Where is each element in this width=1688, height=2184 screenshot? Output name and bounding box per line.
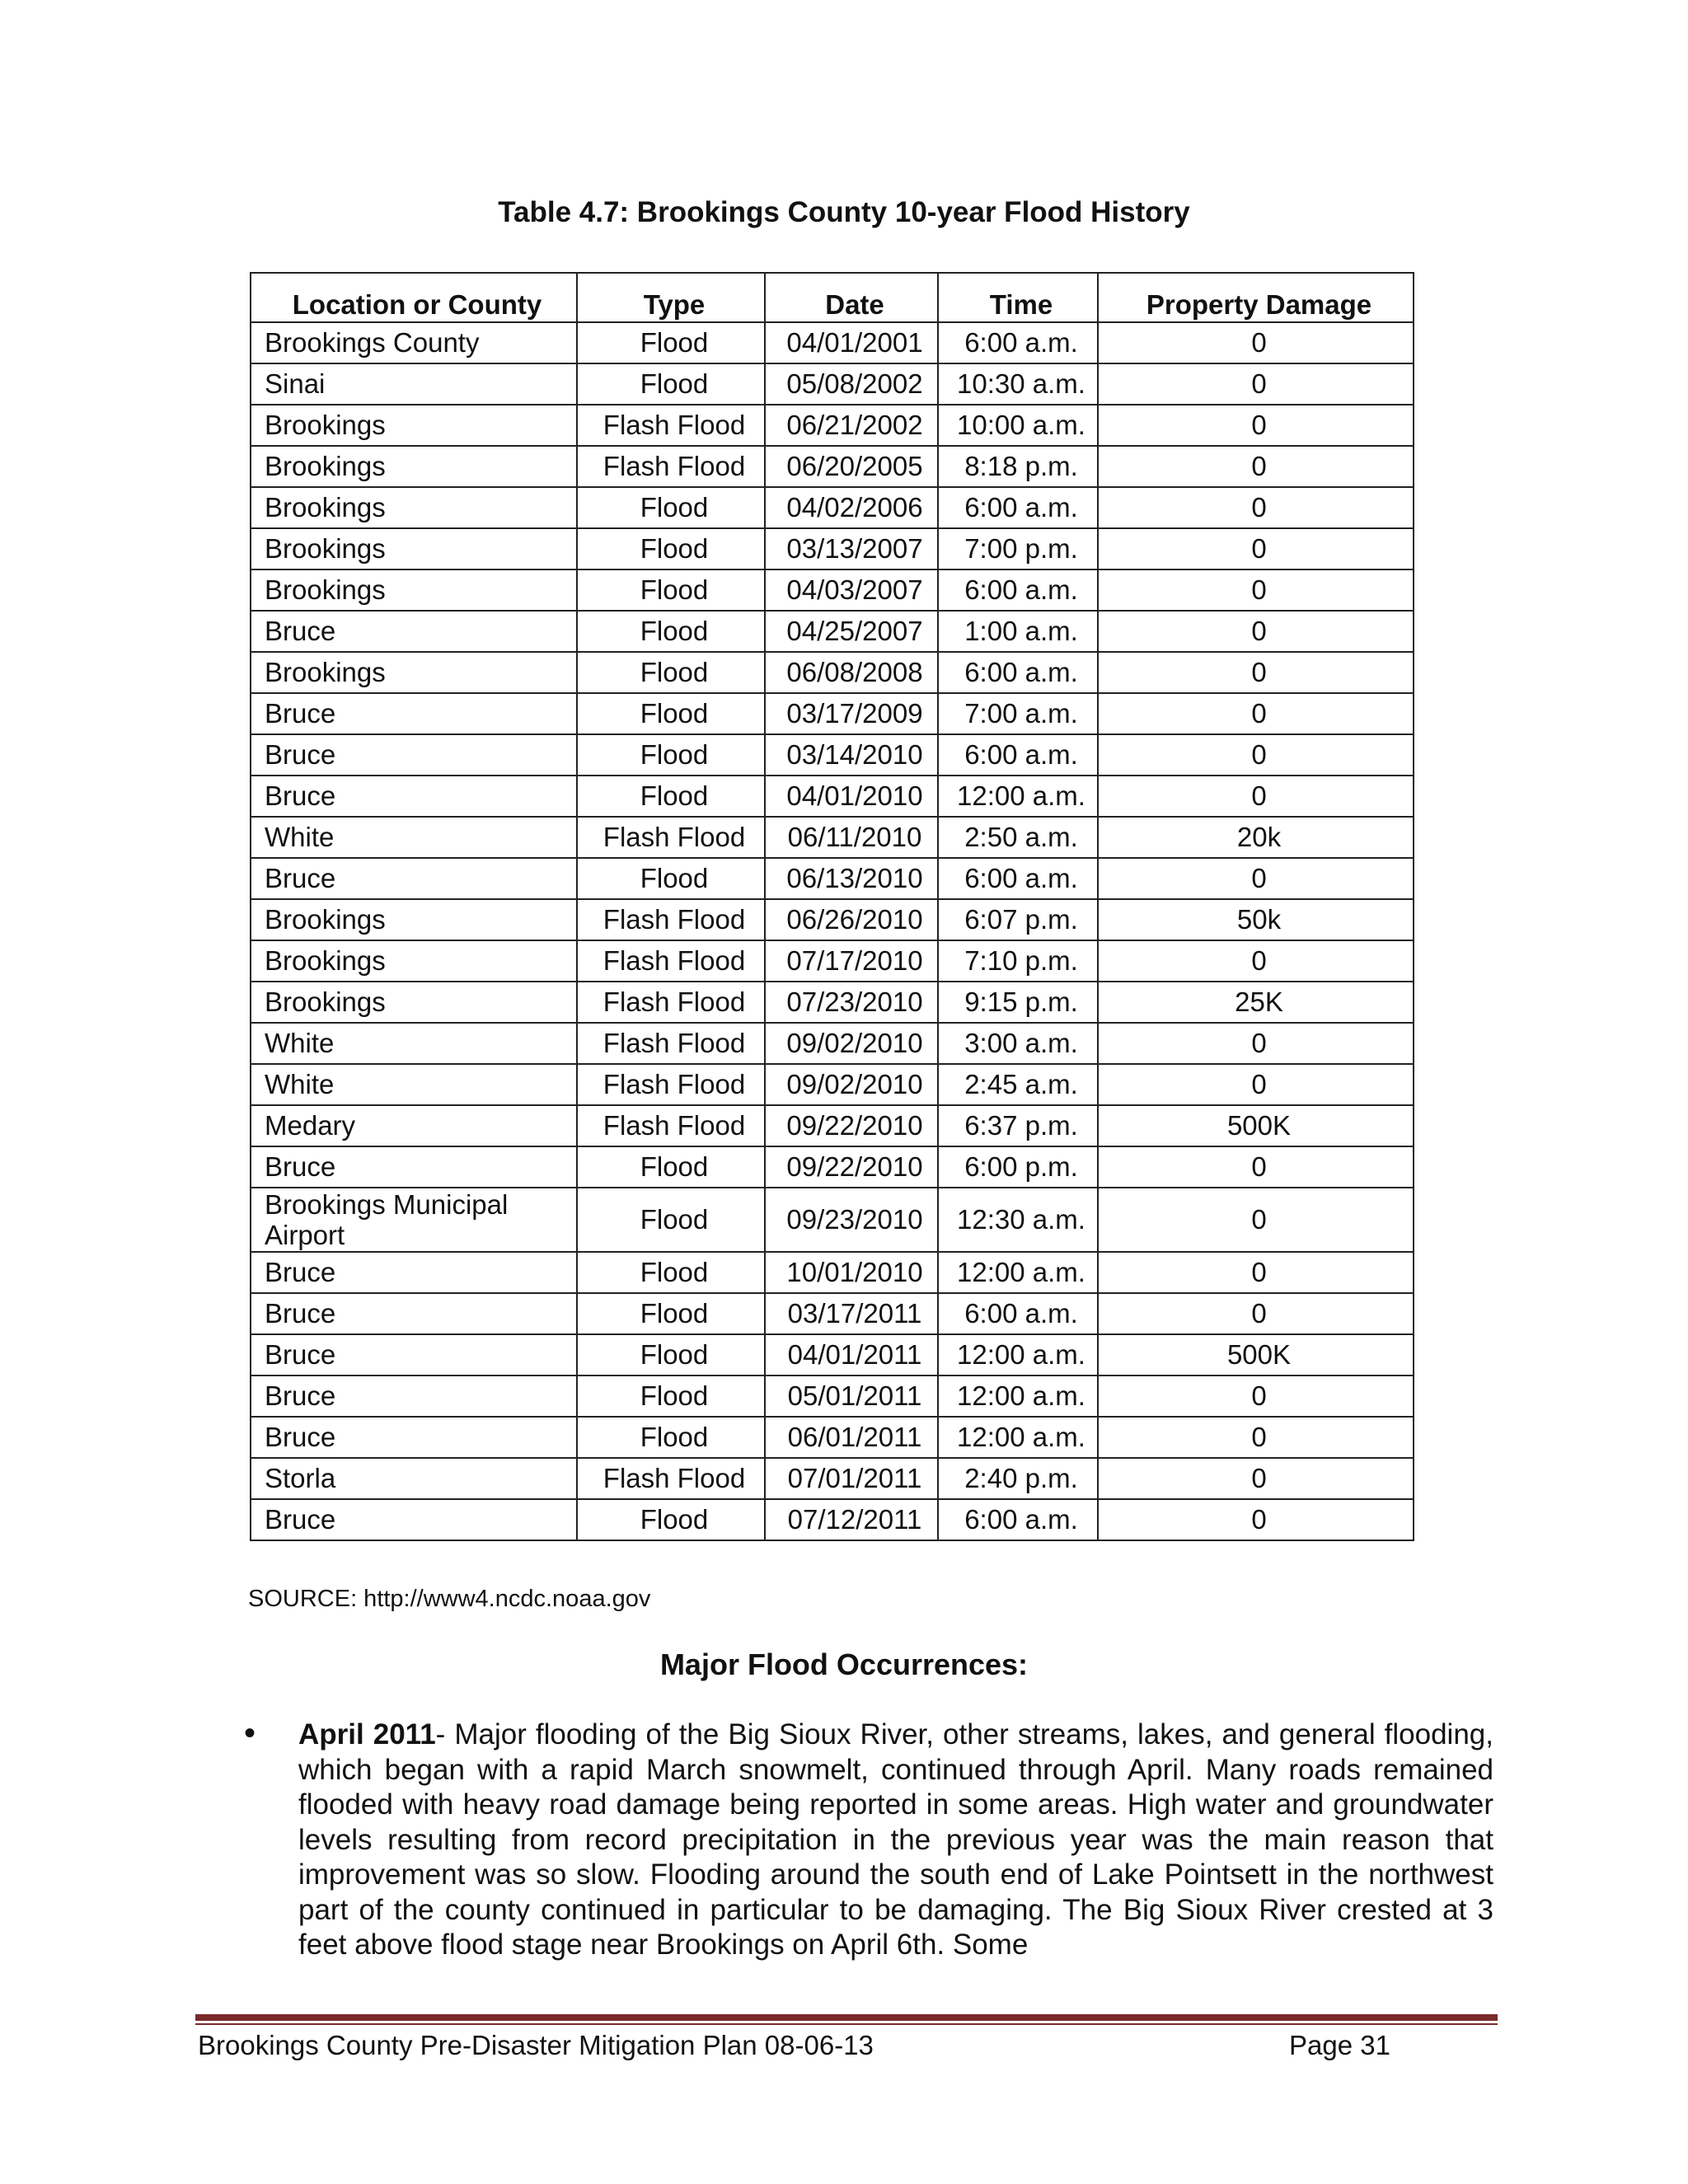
section-heading: Major Flood Occurrences:	[659, 1647, 1029, 1681]
cell-location: Bruce	[251, 1499, 577, 1540]
table-row	[251, 940, 1414, 982]
table-row	[251, 982, 1414, 1023]
cell-damage: 0	[1098, 611, 1414, 652]
table-row	[251, 611, 1414, 652]
cell-location: Bruce	[251, 1146, 577, 1188]
cell-date: 06/13/2010	[765, 858, 938, 899]
cell-location: Bruce	[251, 1252, 577, 1293]
cell-date: 09/22/2010	[765, 1105, 938, 1146]
cell-location: Bruce	[251, 1417, 577, 1458]
cell-time: 6:00 a.m.	[938, 569, 1098, 611]
cell-type: Flood	[577, 1417, 765, 1458]
cell-location: Brookings	[251, 652, 577, 693]
cell-location: Bruce	[251, 858, 577, 899]
cell-type: Flood	[577, 858, 765, 899]
cell-location: Bruce	[251, 1293, 577, 1334]
cell-date: 06/01/2011	[765, 1417, 938, 1458]
cell-damage: 20k	[1098, 817, 1414, 858]
cell-time: 2:50 a.m.	[938, 817, 1098, 858]
cell-type: Flood	[577, 1334, 765, 1376]
table-row	[251, 446, 1414, 487]
cell-damage: 0	[1098, 1417, 1414, 1458]
cell-damage: 0	[1098, 858, 1414, 899]
flood-history-table	[250, 272, 1414, 1541]
cell-type: Flash Flood	[577, 940, 765, 982]
cell-location: Bruce	[251, 776, 577, 817]
cell-date: 09/22/2010	[765, 1146, 938, 1188]
cell-type: Flash Flood	[577, 982, 765, 1023]
table-row	[251, 528, 1414, 569]
cell-damage: 0	[1098, 1458, 1414, 1499]
cell-date: 03/17/2011	[765, 1293, 938, 1334]
cell-type: Flash Flood	[577, 1105, 765, 1146]
cell-type: Flood	[577, 693, 765, 734]
cell-time: 7:00 a.m.	[938, 693, 1098, 734]
table-row	[251, 1146, 1414, 1188]
cell-damage: 0	[1098, 1376, 1414, 1417]
cell-type: Flash Flood	[577, 899, 765, 940]
cell-time: 9:15 p.m.	[938, 982, 1098, 1023]
footer-page-number: Page 31	[1289, 2030, 1390, 2060]
table-row	[251, 1293, 1414, 1334]
cell-time: 6:00 a.m.	[938, 1293, 1098, 1334]
table-row	[251, 1417, 1414, 1458]
cell-time: 12:00 a.m.	[938, 1417, 1098, 1458]
cell-date: 04/02/2006	[765, 487, 938, 528]
cell-location: White	[251, 1023, 577, 1064]
cell-damage: 500K	[1098, 1334, 1414, 1376]
cell-type: Flash Flood	[577, 405, 765, 446]
table-row	[251, 776, 1414, 817]
cell-time: 3:00 a.m.	[938, 1023, 1098, 1064]
cell-time: 2:45 a.m.	[938, 1064, 1098, 1105]
cell-type: Flood	[577, 569, 765, 611]
cell-type: Flash Flood	[577, 1023, 765, 1064]
cell-date: 05/01/2011	[765, 1376, 938, 1417]
cell-location: Brookings	[251, 982, 577, 1023]
cell-location: Brookings	[251, 405, 577, 446]
cell-type: Flood	[577, 1499, 765, 1540]
cell-location: Brookings County	[251, 322, 577, 363]
header-date: Date	[765, 273, 938, 322]
cell-type: Flood	[577, 528, 765, 569]
cell-damage: 0	[1098, 734, 1414, 776]
cell-damage: 0	[1098, 487, 1414, 528]
cell-type: Flash Flood	[577, 446, 765, 487]
cell-date: 07/01/2011	[765, 1458, 938, 1499]
cell-date: 04/01/2011	[765, 1334, 938, 1376]
cell-damage: 0	[1098, 693, 1414, 734]
cell-date: 04/03/2007	[765, 569, 938, 611]
cell-type: Flood	[577, 1376, 765, 1417]
cell-location: Brookings	[251, 487, 577, 528]
table-row	[251, 734, 1414, 776]
cell-date: 09/02/2010	[765, 1023, 938, 1064]
cell-type: Flood	[577, 1146, 765, 1188]
cell-time: 6:07 p.m.	[938, 899, 1098, 940]
cell-time: 2:40 p.m.	[938, 1458, 1098, 1499]
cell-date: 06/21/2002	[765, 405, 938, 446]
cell-location: Bruce	[251, 693, 577, 734]
cell-time: 12:00 a.m.	[938, 1376, 1098, 1417]
footer-rule-thin	[195, 2023, 1498, 2025]
cell-date: 03/17/2009	[765, 693, 938, 734]
cell-time: 6:00 a.m.	[938, 734, 1098, 776]
footer-document-title: Brookings County Pre-Disaster Mitigation Plan 08-06-13	[198, 2030, 874, 2060]
cell-location: Bruce	[251, 611, 577, 652]
cell-type: Flood	[577, 1252, 765, 1293]
cell-damage: 500K	[1098, 1105, 1414, 1146]
cell-type: Flood	[577, 611, 765, 652]
header-type: Type	[577, 273, 765, 322]
cell-location: Sinai	[251, 363, 577, 405]
cell-damage: 0	[1098, 1146, 1414, 1188]
cell-damage: 0	[1098, 405, 1414, 446]
cell-type: Flood	[577, 1188, 765, 1252]
cell-location: Brookings	[251, 528, 577, 569]
cell-type: Flood	[577, 1293, 765, 1334]
table-row	[251, 1458, 1414, 1499]
cell-time: 6:00 p.m.	[938, 1146, 1098, 1188]
cell-type: Flood	[577, 487, 765, 528]
cell-date: 04/25/2007	[765, 611, 938, 652]
cell-damage: 0	[1098, 1064, 1414, 1105]
table-row	[251, 322, 1414, 363]
cell-damage: 0	[1098, 1023, 1414, 1064]
cell-damage: 0	[1098, 1293, 1414, 1334]
cell-date: 06/11/2010	[765, 817, 938, 858]
table-title: Table 4.7: Brookings County 10-year Flood History	[498, 196, 1190, 228]
cell-time: 12:00 a.m.	[938, 1334, 1098, 1376]
table-row	[251, 363, 1414, 405]
cell-time: 12:30 a.m.	[938, 1188, 1098, 1252]
cell-location: Bruce	[251, 1376, 577, 1417]
cell-date: 10/01/2010	[765, 1252, 938, 1293]
cell-time: 12:00 a.m.	[938, 1252, 1098, 1293]
cell-time: 6:00 a.m.	[938, 487, 1098, 528]
cell-damage: 0	[1098, 528, 1414, 569]
cell-time: 10:30 a.m.	[938, 363, 1098, 405]
table-row	[251, 1023, 1414, 1064]
cell-location: Brookings	[251, 899, 577, 940]
table-row	[251, 1376, 1414, 1417]
cell-damage: 0	[1098, 363, 1414, 405]
cell-time: 12:00 a.m.	[938, 776, 1098, 817]
cell-date: 07/17/2010	[765, 940, 938, 982]
cell-date: 07/12/2011	[765, 1499, 938, 1540]
cell-damage: 0	[1098, 652, 1414, 693]
cell-damage: 0	[1098, 1188, 1414, 1252]
table-row	[251, 693, 1414, 734]
table-row	[251, 487, 1414, 528]
cell-damage: 0	[1098, 1252, 1414, 1293]
cell-time: 6:00 a.m.	[938, 652, 1098, 693]
cell-type: Flood	[577, 734, 765, 776]
header-property-damage: Property Damage	[1098, 273, 1414, 322]
cell-type: Flood	[577, 322, 765, 363]
cell-time: 8:18 p.m.	[938, 446, 1098, 487]
cell-date: 09/02/2010	[765, 1064, 938, 1105]
table-source: SOURCE: http://www4.ncdc.noaa.gov	[248, 1586, 651, 1612]
cell-type: Flash Flood	[577, 1064, 765, 1105]
cell-type: Flood	[577, 363, 765, 405]
cell-time: 6:00 a.m.	[938, 322, 1098, 363]
header-location: Location or County	[251, 273, 577, 322]
cell-damage: 0	[1098, 776, 1414, 817]
table-row	[251, 569, 1414, 611]
cell-location: Bruce	[251, 1334, 577, 1376]
cell-location: White	[251, 1064, 577, 1105]
cell-location: Brookings	[251, 569, 577, 611]
cell-time: 1:00 a.m.	[938, 611, 1098, 652]
table-row	[251, 1334, 1414, 1376]
cell-location: Storla	[251, 1458, 577, 1499]
cell-type: Flash Flood	[577, 817, 765, 858]
header-time: Time	[938, 273, 1098, 322]
cell-date: 07/23/2010	[765, 982, 938, 1023]
cell-date: 03/14/2010	[765, 734, 938, 776]
table-row	[251, 1499, 1414, 1540]
table-row	[251, 1105, 1414, 1146]
footer-rule	[195, 2014, 1498, 2021]
cell-location: Bruce	[251, 734, 577, 776]
cell-time: 6:37 p.m.	[938, 1105, 1098, 1146]
cell-time: 10:00 a.m.	[938, 405, 1098, 446]
bullet-paragraph	[298, 1718, 1493, 1963]
cell-damage: 25K	[1098, 982, 1414, 1023]
cell-date: 04/01/2001	[765, 322, 938, 363]
cell-damage: 0	[1098, 446, 1414, 487]
cell-type: Flood	[577, 652, 765, 693]
table-row	[251, 817, 1414, 858]
cell-location: Brookings	[251, 446, 577, 487]
cell-damage: 50k	[1098, 899, 1414, 940]
table-header-row	[251, 273, 1414, 322]
cell-location: Brookings	[251, 940, 577, 982]
table-row	[251, 899, 1414, 940]
cell-date: 09/23/2010	[765, 1188, 938, 1252]
bullet-icon: •	[244, 1715, 256, 1751]
cell-date: 04/01/2010	[765, 776, 938, 817]
cell-time: 6:00 a.m.	[938, 1499, 1098, 1540]
table-row	[251, 652, 1414, 693]
table-row	[251, 858, 1414, 899]
cell-date: 06/08/2008	[765, 652, 938, 693]
cell-damage: 0	[1098, 940, 1414, 982]
bullet-text: - Major flooding of the Big Sioux River, other streams, lakes, and general flooding, which began with a rapid March snowmelt, continued through April. Many roads remained flooded with heavy road damage being reported in some areas. High water and groundwater levels resulting from record precipitation in the previous year was the main reason that improvement was so slow. Flooding around the south end of Lake Pointsett in the northwest part of the county continued in particular to be damaging. The Big Sioux River crested at 3 feet above flood stage near Brookings on April 6th. Some	[298, 1718, 1493, 1961]
cell-date: 03/13/2007	[765, 528, 938, 569]
table-row	[251, 1188, 1414, 1252]
cell-date: 06/20/2005	[765, 446, 938, 487]
cell-date: 06/26/2010	[765, 899, 938, 940]
table-row	[251, 405, 1414, 446]
cell-location: Medary	[251, 1105, 577, 1146]
table-row	[251, 1252, 1414, 1293]
cell-damage: 0	[1098, 1499, 1414, 1540]
cell-date: 05/08/2002	[765, 363, 938, 405]
cell-time: 7:00 p.m.	[938, 528, 1098, 569]
bullet-lead: April 2011	[298, 1718, 436, 1750]
cell-damage: 0	[1098, 322, 1414, 363]
cell-time: 6:00 a.m.	[938, 858, 1098, 899]
cell-type: Flood	[577, 776, 765, 817]
cell-location: White	[251, 817, 577, 858]
cell-time: 7:10 p.m.	[938, 940, 1098, 982]
table-row	[251, 1064, 1414, 1105]
cell-location: Brookings Municipal Airport	[251, 1188, 577, 1252]
cell-type: Flash Flood	[577, 1458, 765, 1499]
cell-damage: 0	[1098, 569, 1414, 611]
